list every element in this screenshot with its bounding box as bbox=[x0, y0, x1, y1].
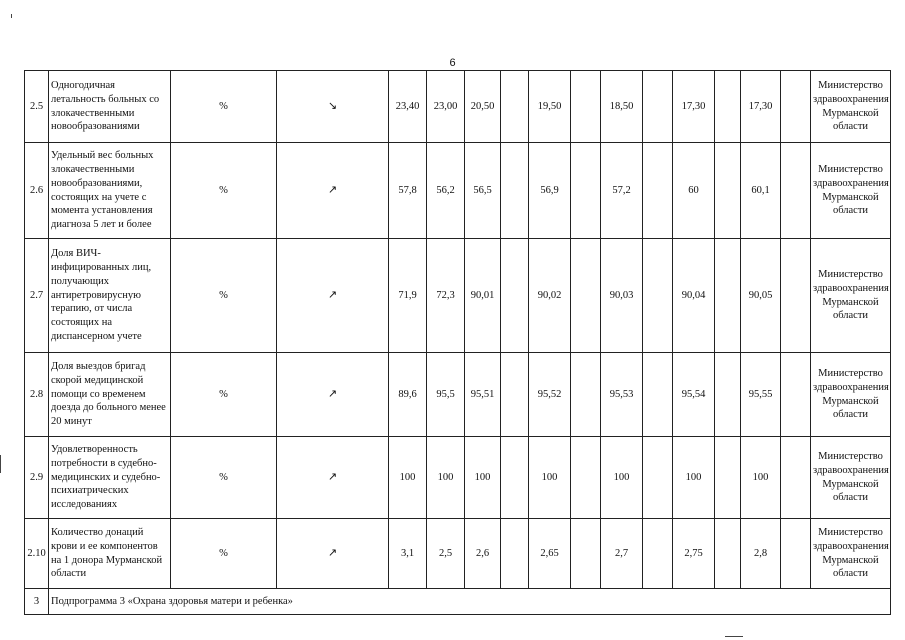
value-cell: 56,2 bbox=[427, 143, 465, 239]
value-cell: 71,9 bbox=[389, 239, 427, 353]
value-cell: 20,50 bbox=[465, 71, 501, 143]
value-cell: 23,40 bbox=[389, 71, 427, 143]
empty-cell bbox=[715, 353, 741, 437]
trend-cell bbox=[277, 353, 389, 437]
indicator-name: Одногодичная летальность больных со злокачественными новообразованиями bbox=[49, 71, 171, 143]
value-cell: 90,01 bbox=[465, 239, 501, 353]
value-cell: 2,5 bbox=[427, 519, 465, 589]
empty-cell bbox=[781, 437, 811, 519]
empty-cell bbox=[501, 353, 529, 437]
value-cell: 60,1 bbox=[741, 143, 781, 239]
unit: % bbox=[171, 239, 277, 353]
unit: % bbox=[171, 437, 277, 519]
trend-cell bbox=[277, 437, 389, 519]
value-cell: 100 bbox=[465, 437, 501, 519]
trend-arrow-icon: ↗ bbox=[327, 183, 338, 197]
indicator-name: Доля ВИЧ-инфицированных лиц, получающих антиретровирусную терапию, от числа состоящих на диспансерном учете bbox=[49, 239, 171, 353]
value-cell: 23,00 bbox=[427, 71, 465, 143]
row-number: 2.10 bbox=[25, 519, 49, 589]
table-row bbox=[25, 437, 891, 519]
scan-mark-left-top bbox=[11, 14, 12, 18]
value-cell: 56,5 bbox=[465, 143, 501, 239]
value-cell: 90,02 bbox=[529, 239, 571, 353]
row-number: 2.9 bbox=[25, 437, 49, 519]
table-row bbox=[25, 519, 891, 589]
empty-cell bbox=[781, 239, 811, 353]
responsible-cell: Министерство здравоохранения Мурманской области bbox=[811, 71, 891, 143]
row-number: 2.6 bbox=[25, 143, 49, 239]
empty-cell bbox=[715, 71, 741, 143]
value-cell: 60 bbox=[673, 143, 715, 239]
indicator-name: Удовлетворенность потребности в судебно-медицинских и судебно-психиатрических исследованиях bbox=[49, 437, 171, 519]
unit: % bbox=[171, 519, 277, 589]
empty-cell bbox=[571, 143, 601, 239]
indicators-table bbox=[24, 70, 891, 615]
value-cell: 56,9 bbox=[529, 143, 571, 239]
value-cell: 2,65 bbox=[529, 519, 571, 589]
trend-arrow-icon: ↗ bbox=[327, 288, 338, 302]
empty-cell bbox=[781, 71, 811, 143]
value-cell: 18,50 bbox=[601, 71, 643, 143]
value-cell: 89,6 bbox=[389, 353, 427, 437]
value-cell: 57,8 bbox=[389, 143, 427, 239]
trend-cell bbox=[277, 143, 389, 239]
scan-mark-bottom bbox=[725, 636, 743, 637]
empty-cell bbox=[501, 143, 529, 239]
value-cell: 95,51 bbox=[465, 353, 501, 437]
value-cell: 100 bbox=[741, 437, 781, 519]
value-cell: 2,6 bbox=[465, 519, 501, 589]
empty-cell bbox=[715, 437, 741, 519]
table-row bbox=[25, 143, 891, 239]
value-cell: 95,55 bbox=[741, 353, 781, 437]
empty-cell bbox=[781, 143, 811, 239]
subprogram-number: 3 bbox=[25, 589, 49, 615]
value-cell: 100 bbox=[529, 437, 571, 519]
trend-arrow-icon: ↘ bbox=[327, 99, 338, 113]
subprogram-row bbox=[25, 589, 891, 615]
table-row bbox=[25, 239, 891, 353]
responsible-cell: Министерство здравоохранения Мурманской области bbox=[811, 353, 891, 437]
table-row bbox=[25, 71, 891, 143]
empty-cell bbox=[643, 239, 673, 353]
trend-arrow-icon: ↗ bbox=[327, 546, 338, 560]
empty-cell bbox=[715, 239, 741, 353]
value-cell: 72,3 bbox=[427, 239, 465, 353]
empty-cell bbox=[571, 239, 601, 353]
trend-cell bbox=[277, 71, 389, 143]
empty-cell bbox=[781, 519, 811, 589]
subprogram-title: Подпрограмма 3 «Охрана здоровья матери и ребенка» bbox=[49, 589, 891, 615]
indicator-name: Удельный вес больных злокачественными новообразованиями, состоящих на учете с момента установления диагноза 5 лет и более bbox=[49, 143, 171, 239]
unit: % bbox=[171, 71, 277, 143]
empty-cell bbox=[781, 353, 811, 437]
row-number: 2.7 bbox=[25, 239, 49, 353]
empty-cell bbox=[643, 143, 673, 239]
value-cell: 95,53 bbox=[601, 353, 643, 437]
empty-cell bbox=[715, 519, 741, 589]
empty-cell bbox=[643, 519, 673, 589]
value-cell: 100 bbox=[427, 437, 465, 519]
value-cell: 95,5 bbox=[427, 353, 465, 437]
value-cell: 90,04 bbox=[673, 239, 715, 353]
empty-cell bbox=[571, 353, 601, 437]
responsible-cell: Министерство здравоохранения Мурманской области bbox=[811, 519, 891, 589]
value-cell: 100 bbox=[389, 437, 427, 519]
row-number: 2.8 bbox=[25, 353, 49, 437]
empty-cell bbox=[715, 143, 741, 239]
empty-cell bbox=[571, 71, 601, 143]
trend-arrow-icon: ↗ bbox=[327, 470, 338, 484]
responsible-cell: Министерство здравоохранения Мурманской области bbox=[811, 437, 891, 519]
value-cell: 100 bbox=[601, 437, 643, 519]
value-cell: 2,7 bbox=[601, 519, 643, 589]
value-cell: 57,2 bbox=[601, 143, 643, 239]
value-cell: 2,75 bbox=[673, 519, 715, 589]
value-cell: 90,03 bbox=[601, 239, 643, 353]
unit: % bbox=[171, 353, 277, 437]
empty-cell bbox=[501, 71, 529, 143]
value-cell: 95,52 bbox=[529, 353, 571, 437]
value-cell: 17,30 bbox=[673, 71, 715, 143]
value-cell: 90,05 bbox=[741, 239, 781, 353]
value-cell: 17,30 bbox=[741, 71, 781, 143]
row-number: 2.5 bbox=[25, 71, 49, 143]
responsible-cell: Министерство здравоохранения Мурманской области bbox=[811, 143, 891, 239]
empty-cell bbox=[643, 353, 673, 437]
empty-cell bbox=[571, 437, 601, 519]
value-cell: 3,1 bbox=[389, 519, 427, 589]
table-row bbox=[25, 353, 891, 437]
scan-mark-left bbox=[0, 455, 1, 473]
empty-cell bbox=[501, 519, 529, 589]
page-number: 6 bbox=[449, 57, 456, 69]
empty-cell bbox=[643, 71, 673, 143]
value-cell: 2,8 bbox=[741, 519, 781, 589]
empty-cell bbox=[571, 519, 601, 589]
trend-cell bbox=[277, 519, 389, 589]
trend-arrow-icon: ↗ bbox=[327, 387, 338, 401]
responsible-cell: Министерство здравоохранения Мурманской области bbox=[811, 239, 891, 353]
value-cell: 19,50 bbox=[529, 71, 571, 143]
value-cell: 100 bbox=[673, 437, 715, 519]
indicator-name: Количество донаций крови и ее компонентов на 1 донора Мурманской области bbox=[49, 519, 171, 589]
trend-cell bbox=[277, 239, 389, 353]
empty-cell bbox=[643, 437, 673, 519]
unit: % bbox=[171, 143, 277, 239]
empty-cell bbox=[501, 437, 529, 519]
empty-cell bbox=[501, 239, 529, 353]
value-cell: 95,54 bbox=[673, 353, 715, 437]
indicator-name: Доля выездов бригад скорой медицинской помощи со временем доезда до больного менее 20 минут bbox=[49, 353, 171, 437]
